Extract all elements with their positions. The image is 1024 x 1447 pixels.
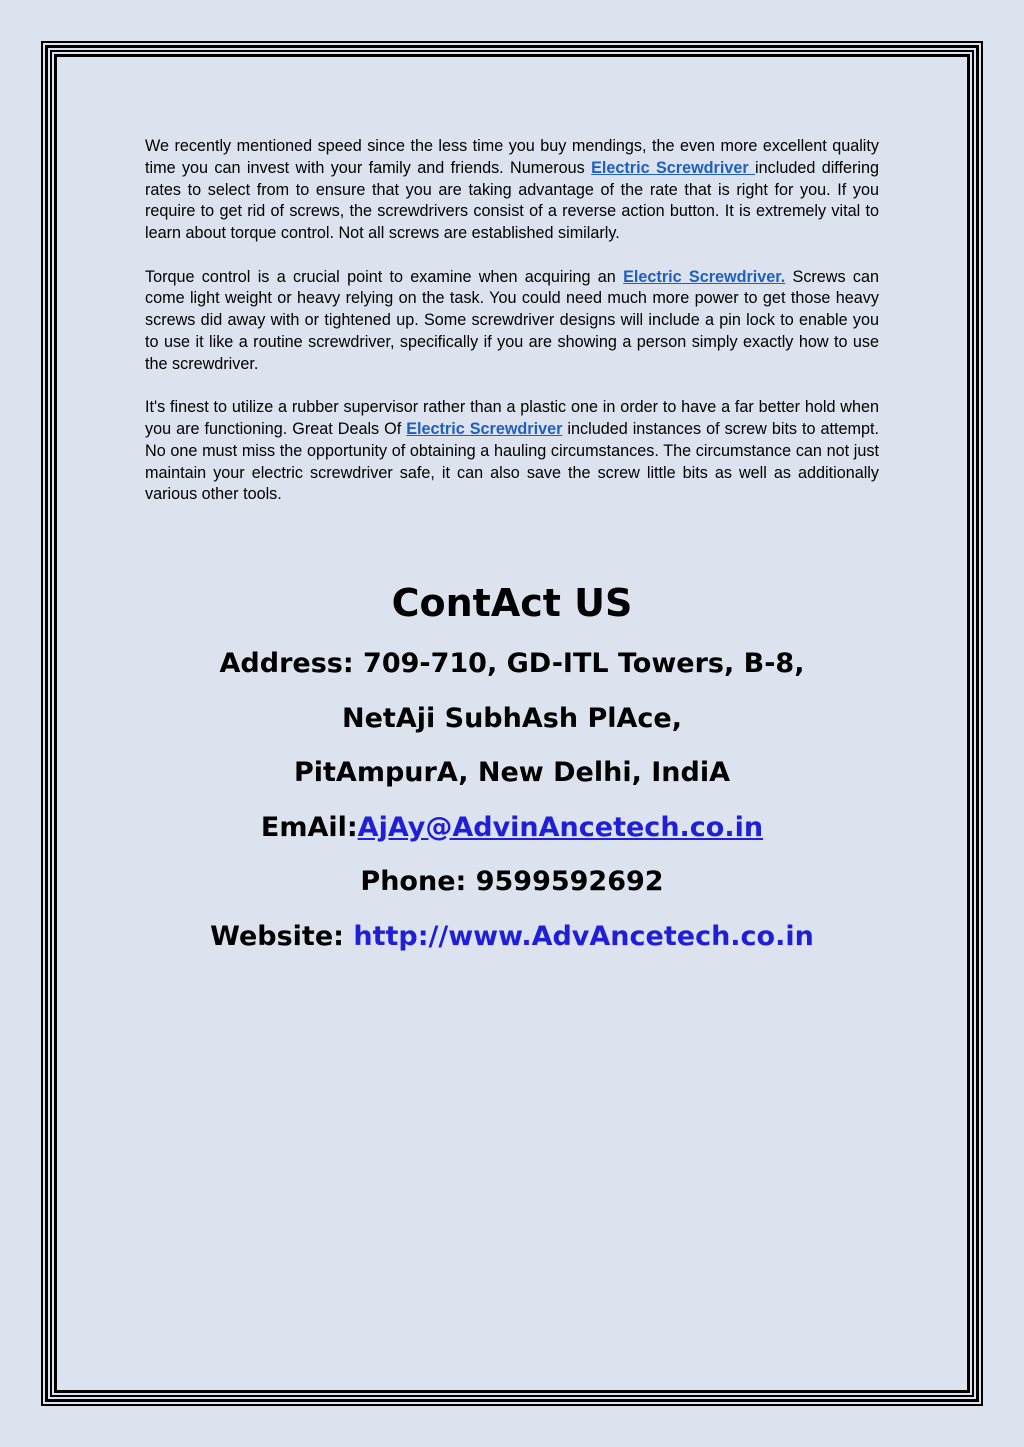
phone-line (60, 855, 964, 910)
paragraph-3-text-before: It's finest to utilize a rubber supervisor rather than a plastic one in order to have a far better hold when you are functioning. Great Deals Of (145, 398, 879, 438)
electric-screwdriver-link-2[interactable]: Electric Screwdriver. (623, 267, 786, 286)
electric-screwdriver-link-1[interactable]: Electric Screwdriver (591, 158, 756, 177)
phone-label: Phone: (360, 866, 476, 897)
paragraph-1 (145, 136, 879, 245)
paragraph-3 (145, 397, 879, 506)
paragraph-1-text-before: We recently mentioned speed since the less time you buy mendings, the even more excellent quality time you can invest with your family and friends. Numerous (145, 137, 879, 177)
article-body (145, 136, 879, 528)
paragraph-2 (145, 267, 879, 376)
phone-number: 9599592692 (475, 866, 664, 897)
website-line (60, 910, 964, 965)
website-label: Website: (210, 920, 354, 952)
email-line (60, 801, 964, 856)
email-link[interactable]: AjAy@AdvinAncetech.co.in (357, 811, 764, 843)
contact-heading: ContAct US (391, 581, 633, 625)
contact-section (60, 575, 964, 964)
address-line-2: NetAji SubhAsh PlAce, (342, 702, 682, 734)
paragraph-2-text-before: Torque control is a crucial point to examine when acquiring an (145, 267, 624, 286)
email-label: EmAil: (260, 811, 358, 843)
electric-screwdriver-link-3[interactable]: Electric Screwdriver (406, 419, 563, 438)
address-line-1: Address: 709-710, GD-ITL Towers, B-8, (219, 648, 805, 679)
website-link[interactable]: http://www.AdvAncetech.co.in (353, 920, 814, 952)
paragraph-2-text-after: Screws can come light weight or heavy relying on the task. You could need much more power to get those heavy screws did away with or tightened up. Some screwdriver designs will include a pin lock to enable you to use it like a routine screwdriver, specifically if you are showing a person simply exactly how to use the screwdriver. (145, 267, 880, 373)
address-line-3: PitAmpurA, New Delhi, IndiA (293, 757, 730, 788)
paragraph-1-text-after: included differing rates to select from to ensure that you are taking advantage of the rate that is right for you. If you require to get rid of screws, the screwdrivers consist of a reverse action button. It is extremely vital to learn about torque control. Not all screws are established similarly. (145, 158, 879, 243)
paragraph-3-text-after: included instances of screw bits to attempt. No one must miss the opportunity of obtaining a hauling circumstances. The circumstance can not just maintain your electric screwdriver safe, it can also save the screw little bits as well as additionally various other tools. (145, 419, 880, 504)
